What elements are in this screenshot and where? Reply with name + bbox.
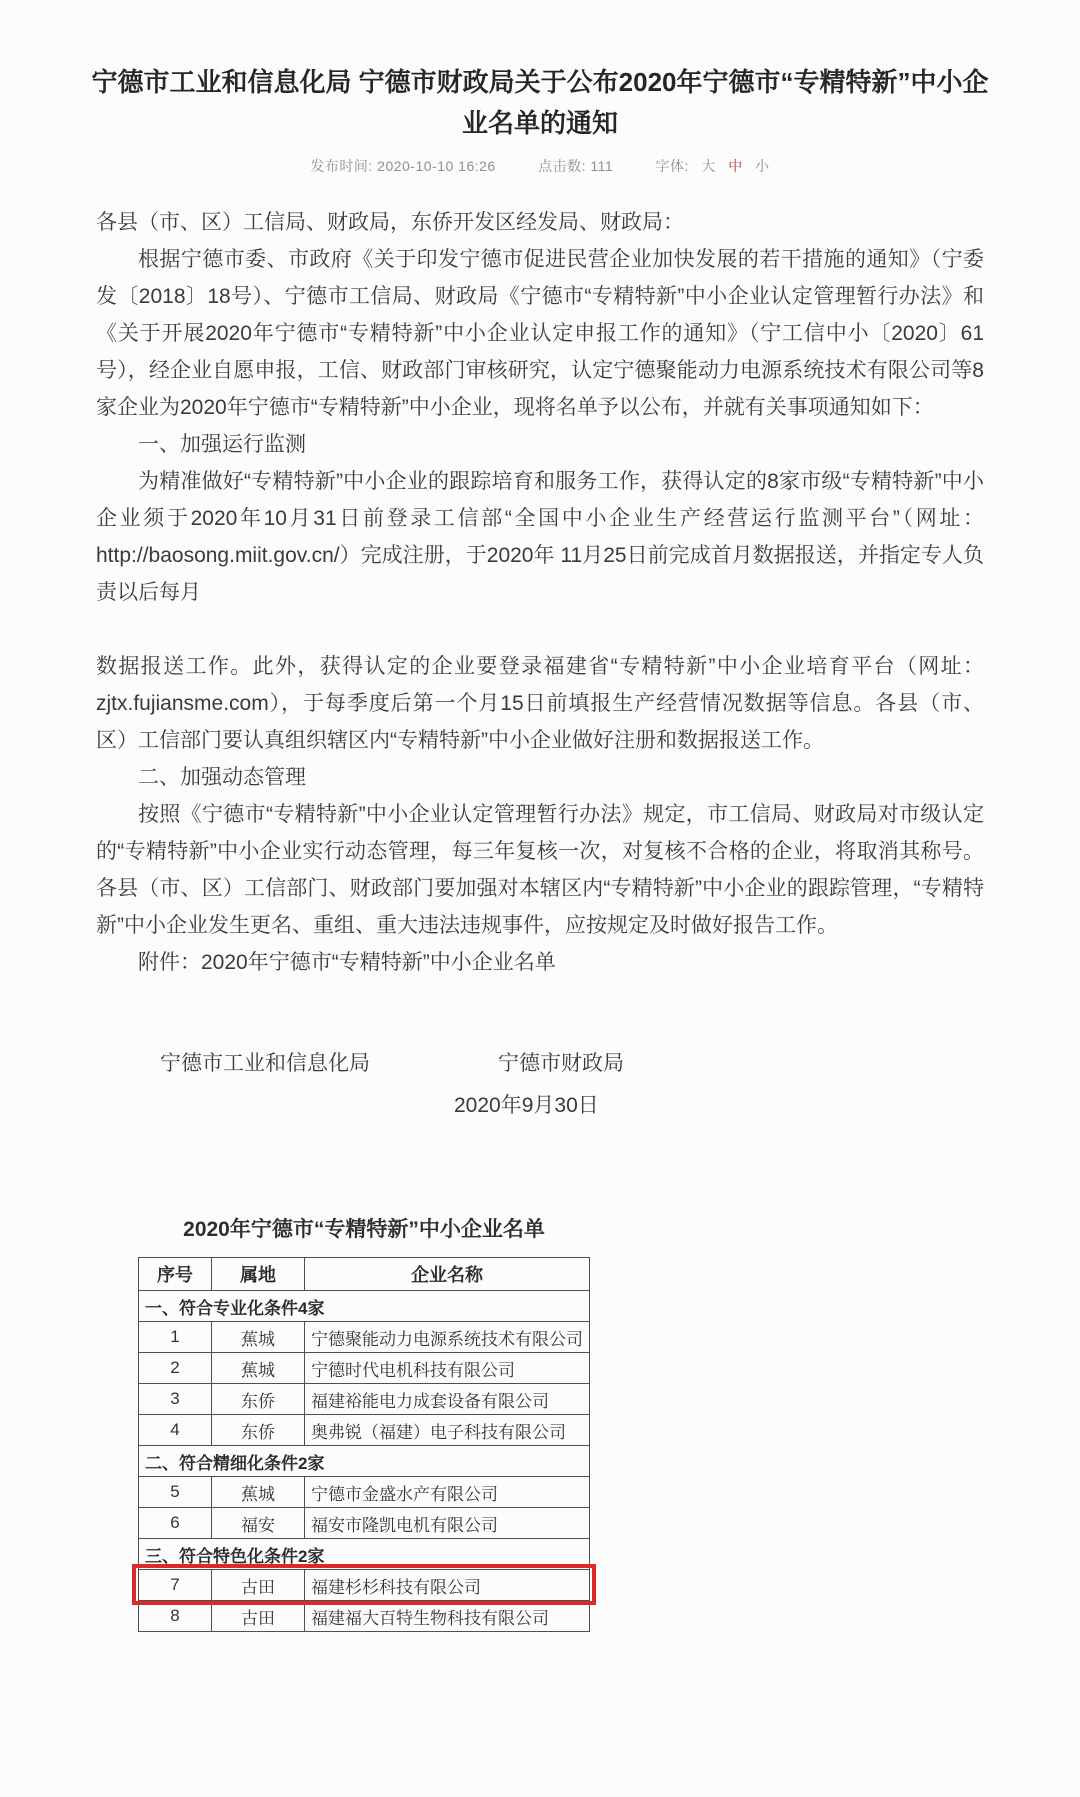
section-row: 三、符合特色化条件2家: [139, 1539, 590, 1570]
font-label: 字体:: [655, 158, 689, 174]
attachment-table: [138, 1257, 590, 1632]
table-header-row: [139, 1258, 590, 1291]
column-header-region: 属地: [212, 1258, 305, 1291]
table-row: 5 蕉城 宁德市金盛水产有限公司: [139, 1477, 590, 1508]
notice-page: [0, 62, 1080, 1797]
table-body: [139, 1291, 590, 1632]
signature-org-industry: 宁德市工业和信息化局: [160, 1052, 370, 1075]
table-row: 4 东侨 奥弗锐（福建）电子科技有限公司: [139, 1415, 590, 1446]
section-row: 一、符合专业化条件4家: [139, 1291, 590, 1322]
section-row: 二、符合精细化条件2家: [139, 1446, 590, 1477]
table-row: 6 福安 福安市隆凯电机有限公司: [139, 1508, 590, 1539]
table-row: 7 古田 福建杉杉科技有限公司: [139, 1570, 590, 1601]
table-row: 3 东侨 福建裕能电力成套设备有限公司: [139, 1384, 590, 1415]
signature-org-finance: 宁德市财政局: [498, 1052, 624, 1075]
column-header-company: 企业名称: [305, 1258, 590, 1291]
paragraph-basis: 根据宁德市委、市政府《关于印发宁德市促进民营企业加快发展的若干措施的通知》（宁委发〔2018〕18号）、宁德市工信局、财政局《宁德市“专精特新”中小企业认定管理暂行办法》和《关于开展2020年宁德市“专精特新”中小企业认定申报工作的通知》（宁工信中小〔2020〕61号），经企业自愿申报，工信、财政部门审核研究，认定宁德聚能动力电源系统技术有限公司等8家企业为2020年宁德市“专精特新”中小企业，现将名单予以公布，并就有关事项通知如下：: [96, 248, 984, 419]
meta-bar: [0, 156, 1080, 176]
page-title: 宁德市工业和信息化局 宁德市财政局关于公布2020年宁德市“专精特新”中小企业名单的通知: [91, 67, 989, 138]
paragraph-management: 按照《宁德市“专精特新”中小企业认定管理暂行办法》规定，市工信局、财政局对市级认定的“专精特新”中小企业实行动态管理，每三年复核一次，对复核不合格的企业，将取消其称号。各县（市、区）工信部门、财政部门要加强对本辖区内“专精特新”中小企业的跟踪管理，“专精特新”中小企业发生更名、重组、重大违法违规事件，应按规定及时做好报告工作。: [96, 803, 984, 937]
column-header-no: 序号: [139, 1258, 212, 1291]
publish-time: 发布时间: 2020-10-10 16:26: [310, 158, 496, 174]
table-row: 1 蕉城 宁德聚能动力电源系统技术有限公司: [139, 1322, 590, 1353]
section-heading-2: 二、加强动态管理: [138, 766, 306, 789]
font-size-large[interactable]: 大: [701, 158, 716, 174]
table-row: 2 蕉城 宁德时代电机科技有限公司: [139, 1353, 590, 1384]
paragraph-monitoring-2: 数据报送工作。此外，获得认定的企业要登录福建省“专精特新”中小企业培育平台（网址：zjtx.fujiansme.com），于每季度后第一个月15日前填报生产经营情况数据等信息。各县（市、区）工信部门要认真组织辖区内“专精特新”中小企业做好注册和数据报送工作。: [96, 655, 984, 752]
attachment-table-block: [138, 1213, 590, 1632]
attachment-note: 附件：2020年宁德市“专精特新”中小企业名单: [138, 951, 556, 974]
section-heading-1: 一、加强运行监测: [138, 433, 306, 456]
font-size-small[interactable]: 小: [755, 158, 770, 174]
font-size-switcher: [656, 158, 770, 174]
signature-date: 2020年9月30日: [454, 1094, 599, 1117]
hits-count: 点击数: 111: [538, 158, 614, 174]
paragraph-monitoring-1: 为精准做好“专精特新”中小企业的跟踪培育和服务工作，获得认定的8家市级“专精特新”中小企业须于2020年10月31日前登录工信部“全国中小企业生产经营运行监测平台”（网址：http://baosong.miit.gov.cn/）完成注册，于2020年 11月25日前完成首月数据报送，并指定专人负责以后每月: [96, 470, 984, 604]
font-size-medium[interactable]: 中: [728, 158, 743, 174]
attachment-table-title: 2020年宁德市“专精特新”中小企业名单: [183, 1218, 545, 1241]
salutation: 各县（市、区）工信局、财政局，东侨开发区经发局、财政局：: [96, 211, 684, 234]
signature-block: [96, 1047, 1080, 1119]
table-row: 8 古田 福建福大百特生物科技有限公司: [139, 1601, 590, 1632]
notice-body: [96, 204, 984, 981]
